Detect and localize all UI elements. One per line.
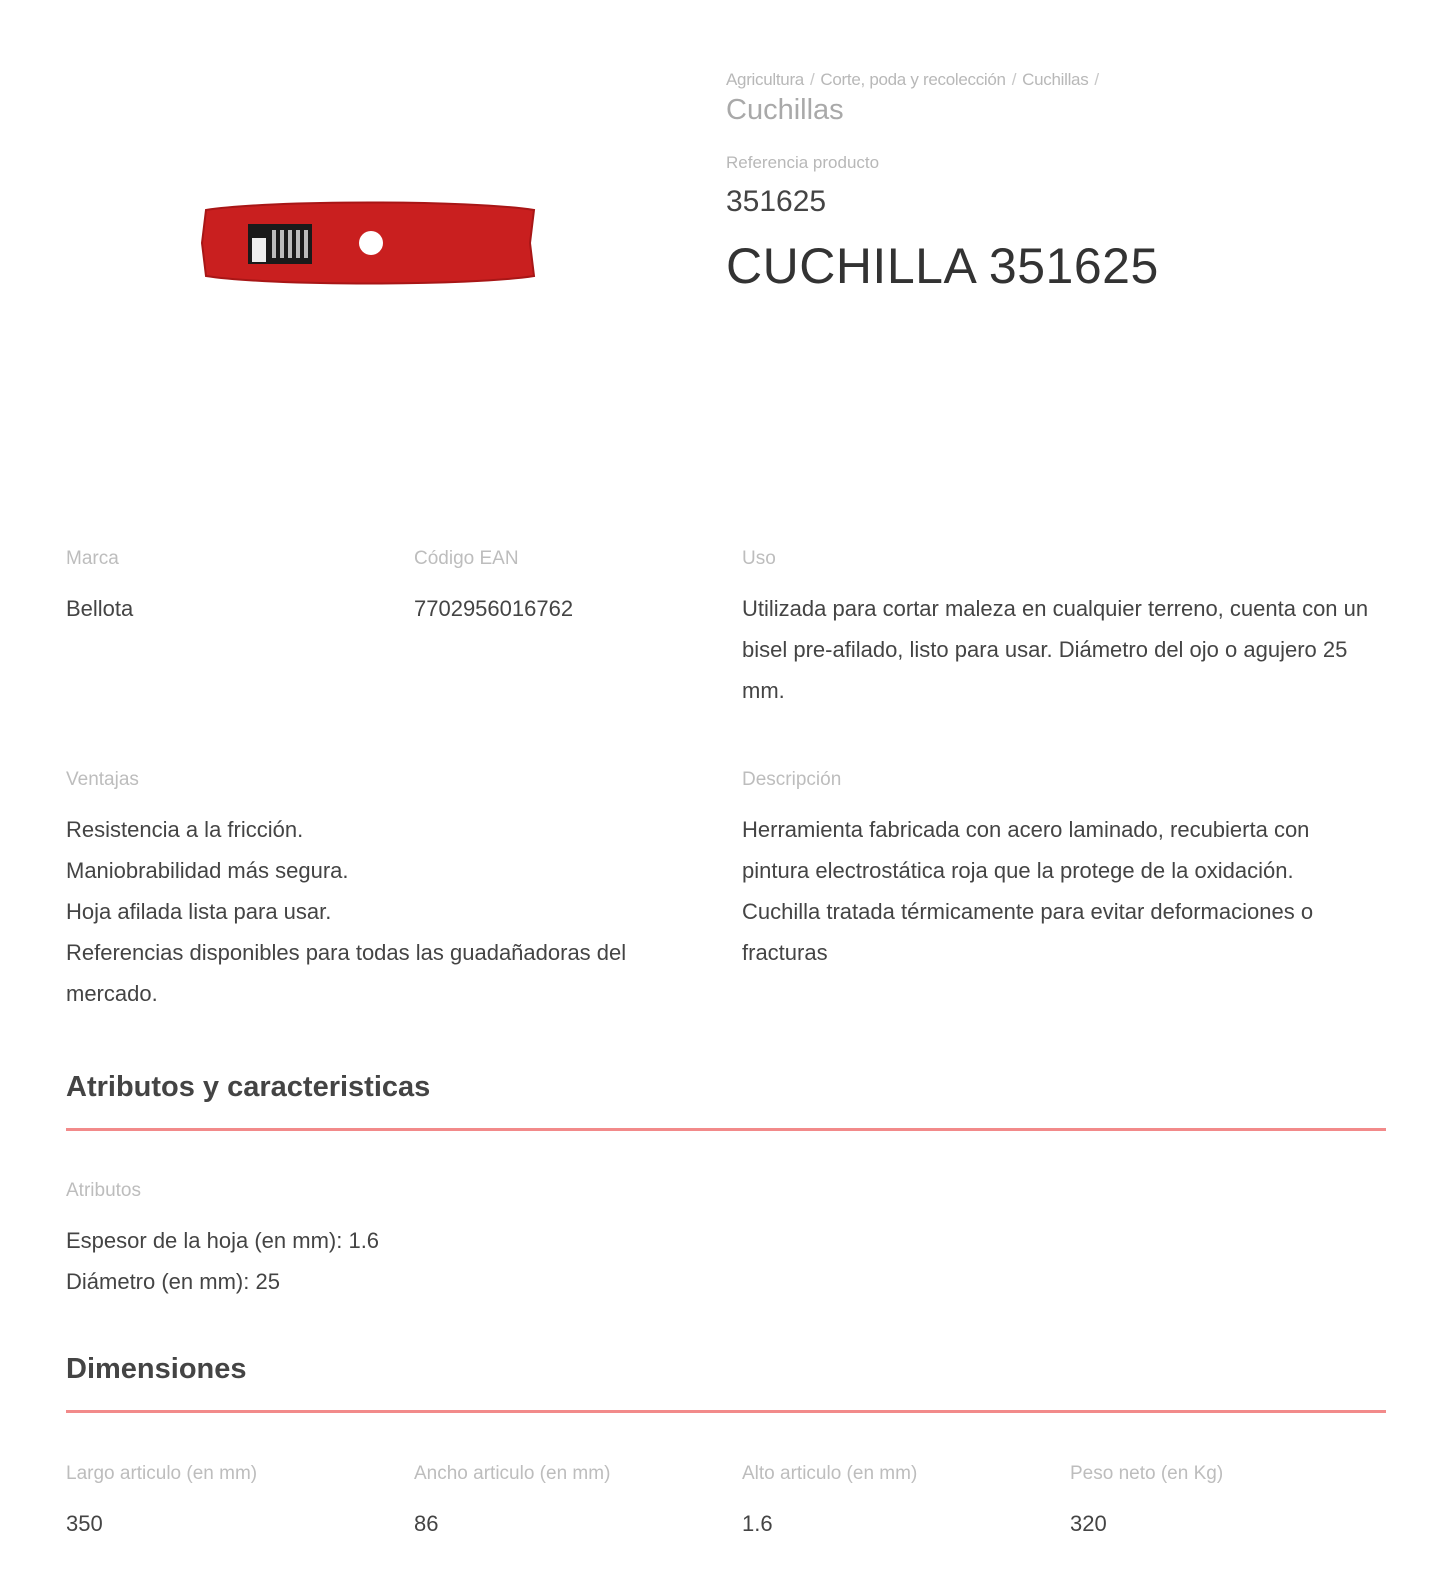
product-info (726, 70, 1386, 295)
product-image-area (60, 60, 660, 440)
description-value: Herramienta fabricada con acero laminado, recubierta con pintura electrostática roja que la protege de la oxidación. Cuchilla tratada térmicamente para evitar deformaciones o fracturas (742, 817, 1314, 965)
blade-image[interactable] (200, 198, 540, 288)
blade-center-hole (359, 231, 383, 255)
advantage-item: Maniobrabilidad más segura. (66, 858, 349, 883)
advantage-item: Referencias disponibles para todas las guadañadoras del mercado. (66, 940, 627, 1006)
breadcrumb-item-corte[interactable]: Corte, poda y recolección (820, 70, 1006, 89)
attribute-item: Diámetro (en mm): 25 (66, 1269, 280, 1294)
advantage-item: Resistencia a la fricción. (66, 817, 304, 842)
height-label: Alto articulo (en mm) (742, 1463, 918, 1484)
brand-label: Marca (66, 548, 119, 569)
length-label: Largo articulo (en mm) (66, 1463, 258, 1484)
breadcrumb-separator: / (1094, 70, 1099, 89)
blade-label-barcode (252, 238, 266, 262)
category-title: Cuchillas (726, 94, 844, 126)
description-field (742, 769, 1362, 973)
breadcrumb (726, 70, 1386, 90)
use-value: Utilizada para cortar maleza en cualquier terreno, cuenta con un bisel pre-afilado, listo para usar. Diámetro del ojo o agujero 25 mm. (742, 596, 1369, 703)
breadcrumb-item-cuchillas[interactable]: Cuchillas (1022, 70, 1089, 89)
use-label: Uso (742, 548, 776, 569)
blade-label-text-3 (288, 230, 292, 258)
advantages-label: Ventajas (66, 769, 139, 790)
advantage-item: Hoja afilada lista para usar. (66, 899, 332, 924)
blade-label-text-1 (272, 230, 276, 258)
advantages-field (66, 769, 666, 1014)
attributes-list (66, 1220, 666, 1302)
breadcrumb-separator: / (1011, 70, 1017, 89)
use-field (742, 548, 1390, 711)
product-title: CUCHILLA 351625 (726, 238, 1159, 294)
dimensions-section-divider (66, 1410, 1386, 1413)
reference-label: Referencia producto (726, 153, 880, 172)
blade-label-text-5 (304, 230, 308, 258)
blade-label-text-4 (296, 230, 300, 258)
width-field (414, 1463, 714, 1544)
length-field (66, 1463, 386, 1544)
height-value: 1.6 (742, 1511, 773, 1536)
ean-label: Código EAN (414, 548, 519, 569)
advantages-list (66, 809, 666, 1014)
blade-label-text-2 (280, 230, 284, 258)
brand-field (66, 548, 386, 629)
weight-value: 320 (1070, 1511, 1107, 1536)
breadcrumb-item-agricultura[interactable]: Agricultura (726, 70, 804, 89)
weight-field (1070, 1463, 1370, 1544)
attributes-field (66, 1180, 666, 1302)
width-value: 86 (414, 1511, 439, 1536)
dimensions-section-title: Dimensiones (66, 1353, 247, 1385)
ean-field (414, 548, 714, 629)
description-label: Descripción (742, 769, 842, 790)
attributes-section-divider (66, 1128, 1386, 1131)
width-label: Ancho articulo (en mm) (414, 1463, 611, 1484)
ean-value: 7702956016762 (414, 596, 574, 621)
attributes-label: Atributos (66, 1180, 141, 1201)
length-value: 350 (66, 1511, 103, 1536)
breadcrumb-separator: / (809, 70, 815, 89)
weight-label: Peso neto (en Kg) (1070, 1463, 1224, 1484)
brand-value: Bellota (66, 596, 134, 621)
attributes-section-title: Atributos y caracteristicas (66, 1071, 431, 1103)
reference-value: 351625 (726, 185, 827, 218)
height-field (742, 1463, 1042, 1544)
attribute-item: Espesor de la hoja (en mm): 1.6 (66, 1228, 380, 1253)
